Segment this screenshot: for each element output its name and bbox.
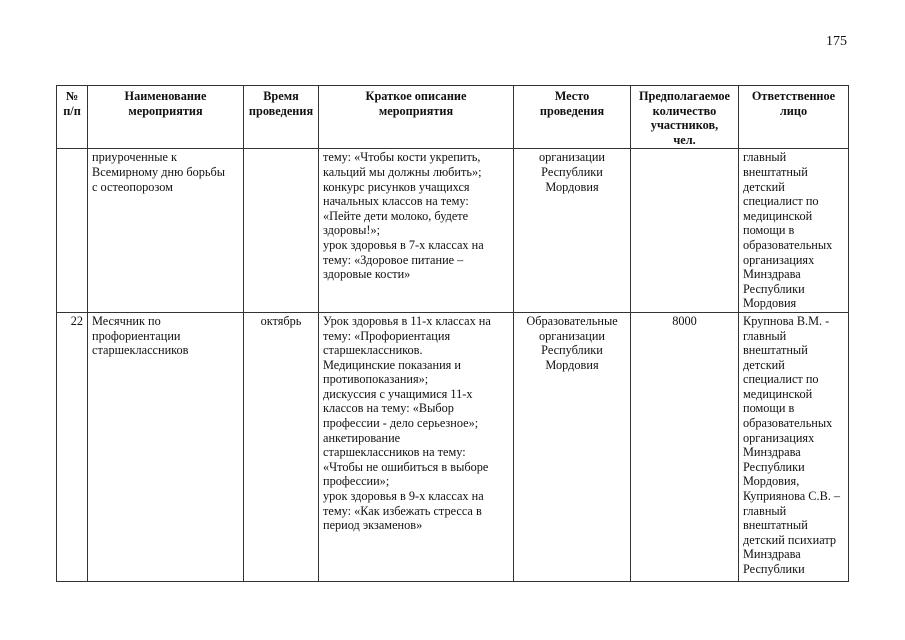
table-row — [57, 312, 849, 581]
cell-description — [319, 312, 514, 581]
text-line: Предполагаемое — [638, 89, 731, 103]
text-line: медицинской — [743, 208, 813, 223]
text-line: Всемирному дню борьбы — [92, 164, 226, 179]
cell-num — [57, 149, 88, 313]
text-line: кальций мы должны любить»; — [323, 164, 482, 179]
header-place — [514, 86, 631, 149]
text-line: Республики — [743, 562, 805, 576]
text-line: «Чтобы не ошибиться в выборе — [323, 459, 489, 474]
text-line: дискуссия с учащимися 11-х — [323, 386, 473, 401]
text-line: количество — [652, 103, 717, 118]
text-line: п/п — [63, 103, 81, 118]
text-line: Месячник по — [92, 313, 161, 328]
header-description — [319, 86, 514, 149]
header-count — [631, 86, 739, 149]
cell-place — [514, 312, 631, 581]
text-line: Краткое описание — [365, 89, 467, 103]
text-line: Ответственное — [751, 89, 836, 103]
text-line: образовательных — [743, 416, 833, 431]
cell-name — [88, 149, 244, 313]
events-table — [56, 85, 849, 582]
text-line: с остеопорозом — [92, 179, 173, 194]
cell-description — [319, 149, 514, 313]
text-line: урок здоровья в 9-х классах на — [323, 489, 484, 504]
text-line: лицо — [779, 103, 808, 118]
text-line: главный — [743, 150, 787, 165]
text-line: Урок здоровья в 11-х классах на — [323, 313, 491, 328]
text-line: Мордовия — [545, 357, 599, 372]
text-line: Куприянова С.В. – — [743, 489, 841, 504]
text-line: Место — [554, 89, 590, 103]
text-line: внештатный — [743, 343, 808, 358]
text-line: период экзаменов» — [323, 518, 423, 533]
text-line: профессии - дело серьезное»; — [323, 416, 479, 431]
text-line: классов на тему: «Выбор — [323, 401, 454, 416]
cell-responsible — [739, 149, 849, 313]
text-line: Республики — [743, 459, 805, 474]
text-line: проведения — [248, 103, 314, 118]
text-line: приуроченные к — [92, 150, 178, 165]
text-line: противопоказания»; — [323, 372, 429, 387]
text-line: «Пейте дети молоко, будете — [323, 208, 469, 223]
cell-time — [244, 149, 319, 313]
text-line: специалист по — [743, 372, 819, 387]
text-line: помощи в — [743, 401, 795, 416]
text-line: Минздрава — [743, 445, 801, 460]
cell-name — [88, 312, 244, 581]
text-line: помощи в — [743, 223, 795, 238]
text-line: тему: «Профориентация — [323, 328, 451, 343]
text-line: старшеклассников. — [323, 343, 423, 358]
text-line: Республики — [541, 343, 603, 358]
text-line: организациях — [743, 430, 815, 445]
text-line: Минздрава — [743, 547, 801, 562]
text-line: участников, — [650, 118, 719, 133]
text-line: организациях — [743, 252, 815, 267]
text-line: конкурс рисунков учащихся — [323, 179, 470, 194]
text-line: внештатный — [743, 518, 808, 533]
text-line: № — [65, 89, 79, 103]
table-row — [57, 149, 849, 313]
header-name — [88, 86, 244, 149]
text-line: образовательных — [743, 237, 833, 252]
cell-responsible — [739, 312, 849, 581]
text-line: урок здоровья в 7-х классах на — [323, 237, 484, 252]
text-line: Республики — [743, 281, 805, 296]
text-line: старшеклассников на тему: — [323, 445, 466, 460]
text-line: старшеклассников — [92, 343, 189, 358]
cell-count: 8000 — [631, 312, 739, 581]
text-line: детский — [743, 179, 785, 194]
text-line: Республики — [541, 164, 603, 179]
text-line: детский психиатр — [743, 532, 837, 547]
text-line: тему: «Здоровое питание – — [323, 252, 464, 267]
text-line: Мордовия — [545, 179, 599, 194]
text-line: проведения — [539, 103, 605, 118]
text-line: Наименование — [124, 89, 207, 103]
text-line: организации — [538, 150, 606, 165]
cell-place — [514, 149, 631, 313]
text-line: Крупнова В.М. - — [743, 313, 830, 328]
text-line: специалист по — [743, 194, 819, 209]
text-line: профессии»; — [323, 474, 390, 489]
text-line: главный — [743, 328, 787, 343]
table-header-row — [57, 86, 849, 149]
header-num — [57, 86, 88, 149]
text-line: внештатный — [743, 164, 808, 179]
text-line: медицинской — [743, 386, 813, 401]
text-line: Минздрава — [743, 267, 801, 282]
header-time — [244, 86, 319, 149]
text-line: начальных классов на тему: — [323, 194, 469, 209]
text-line: Медицинские показания и — [323, 357, 461, 372]
text-line: Мордовия — [743, 296, 797, 311]
cell-num: 22 — [57, 312, 88, 581]
text-line: мероприятия — [378, 103, 454, 118]
text-line: чел. — [673, 132, 696, 147]
text-line: здоровые кости» — [323, 267, 411, 282]
header-responsible — [739, 86, 849, 149]
text-line: профориентации — [92, 328, 181, 343]
text-line: Образовательные — [526, 313, 618, 328]
cell-count — [631, 149, 739, 313]
text-line: анкетирование — [323, 430, 401, 445]
cell-time: октябрь — [244, 312, 319, 581]
text-line: тему: «Как избежать стресса в — [323, 503, 482, 518]
text-line: Мордовия, — [743, 474, 800, 489]
text-line: детский — [743, 357, 785, 372]
text-line: организации — [538, 328, 606, 343]
page-number: 175 — [826, 34, 847, 49]
text-line: тему: «Чтобы кости укрепить, — [323, 150, 481, 165]
text-line: главный — [743, 503, 787, 518]
text-line: здоровы!»; — [323, 223, 381, 238]
text-line: мероприятия — [128, 103, 203, 118]
text-line: Время — [263, 89, 299, 103]
